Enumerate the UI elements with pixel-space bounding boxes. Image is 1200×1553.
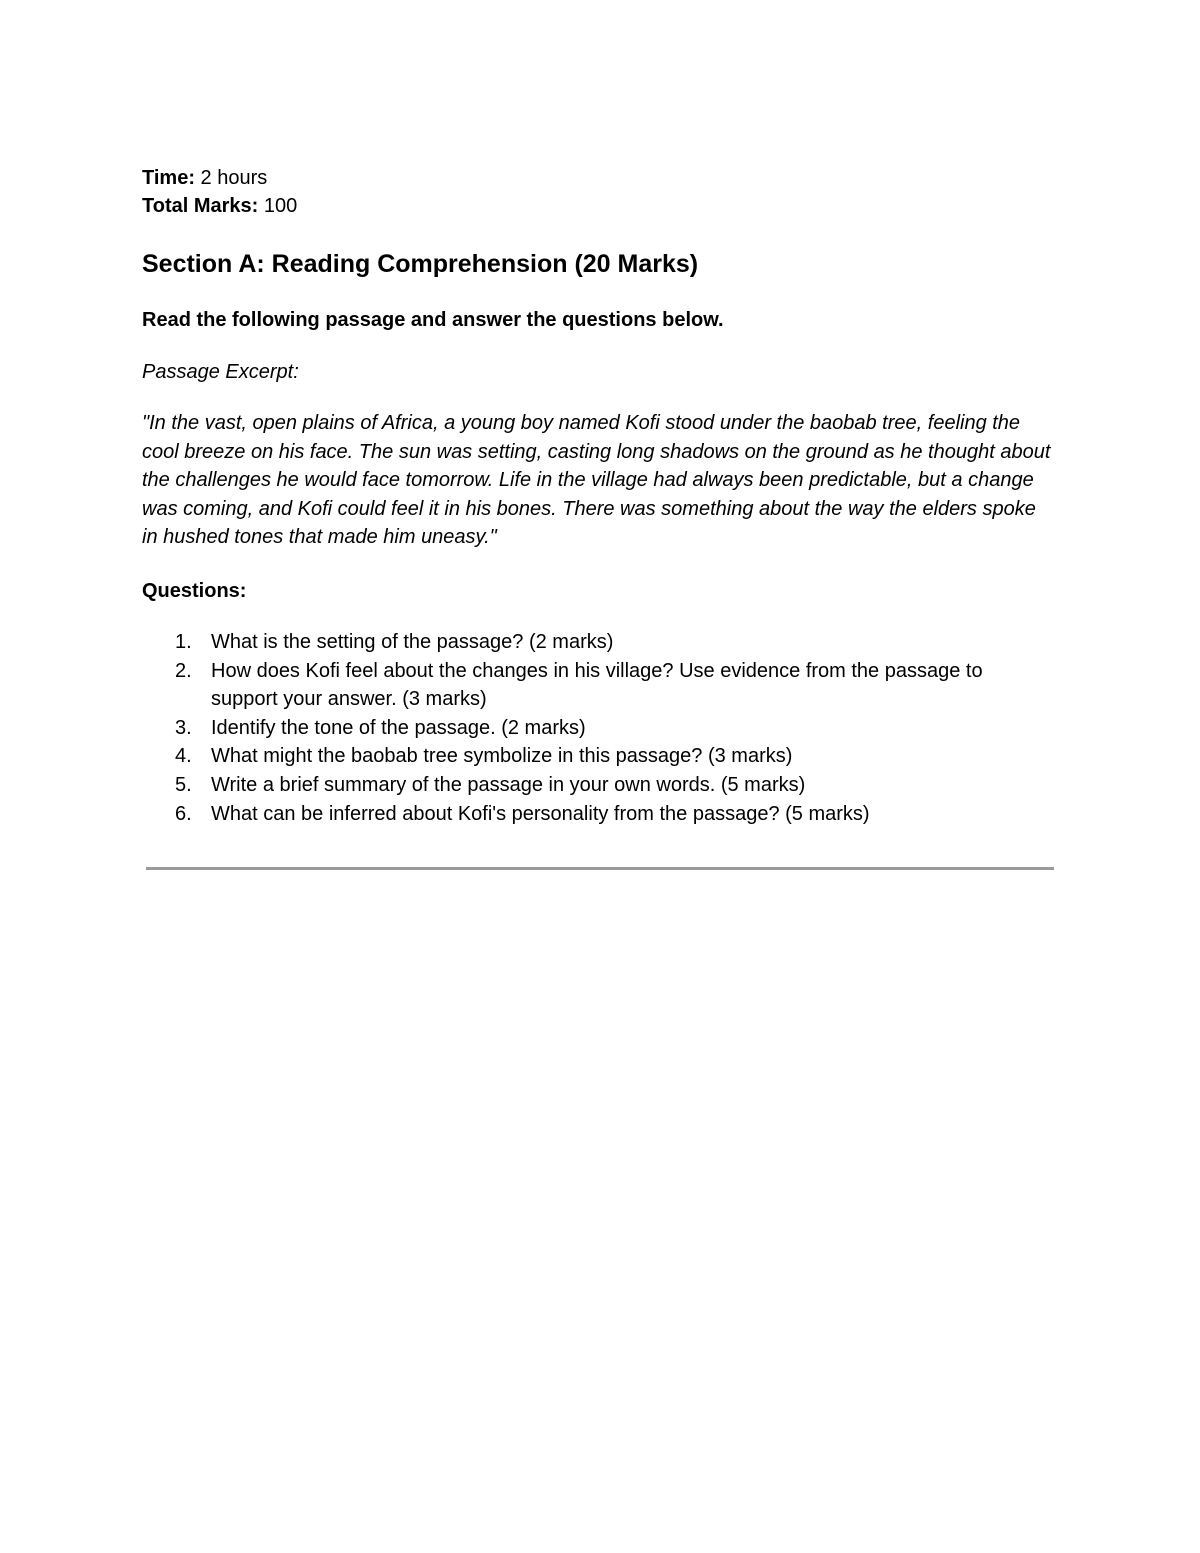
passage-label: Passage Excerpt: [142, 361, 299, 383]
question-item [142, 771, 1054, 800]
question-list [142, 628, 1054, 828]
question-text: How does Kofi feel about the changes in his village? Use evidence from the passage to support your answer. (3 marks) [211, 659, 983, 711]
question-number: 6. [175, 802, 192, 825]
total-marks-line [142, 192, 297, 220]
time-label: Time: [142, 167, 195, 189]
question-text: What is the setting of the passage? (2 marks) [211, 631, 614, 653]
passage-excerpt: "In the vast, open plains of Africa, a young boy named Kofi stood under the baobab tree, feeling the cool breeze on his face. The sun was setting, casting long shadows on the ground as he thought about the challenges he would face tomorrow. Life in the village had always been predictable, but a change was coming, and Kofi could feel it in his bones. There was something about the way the elders spoke in hushed tones that made him uneasy." [142, 412, 1051, 549]
question-number: 3. [175, 716, 192, 739]
question-number: 1. [175, 631, 192, 653]
total-marks-label: Total Marks: [142, 195, 259, 217]
question-item [142, 714, 1054, 743]
question-text: Write a brief summary of the passage in your own words. (5 marks) [211, 773, 806, 796]
question-text: What might the baobab tree symbolize in this passage? (3 marks) [211, 745, 793, 768]
horizontal-divider [146, 867, 1054, 870]
question-number: 4. [175, 745, 192, 768]
section-heading: Section A: Reading Comprehension (20 Marks) [142, 250, 699, 278]
question-item [142, 628, 1054, 657]
question-text: Identify the tone of the passage. (2 marks) [211, 716, 586, 739]
instruction-text: Read the following passage and answer the questions below. [142, 309, 724, 331]
total-marks-value: 100 [263, 195, 298, 217]
question-number: 2. [175, 659, 192, 682]
questions-heading: Questions: [142, 580, 247, 602]
question-item [142, 800, 1054, 829]
time-value: 2 hours [200, 167, 268, 189]
question-number: 5. [175, 773, 192, 796]
question-text: What can be inferred about Kofi's personality from the passage? (5 marks) [211, 802, 870, 825]
time-line [142, 164, 267, 192]
question-item [142, 657, 1054, 714]
question-item [142, 742, 1054, 771]
